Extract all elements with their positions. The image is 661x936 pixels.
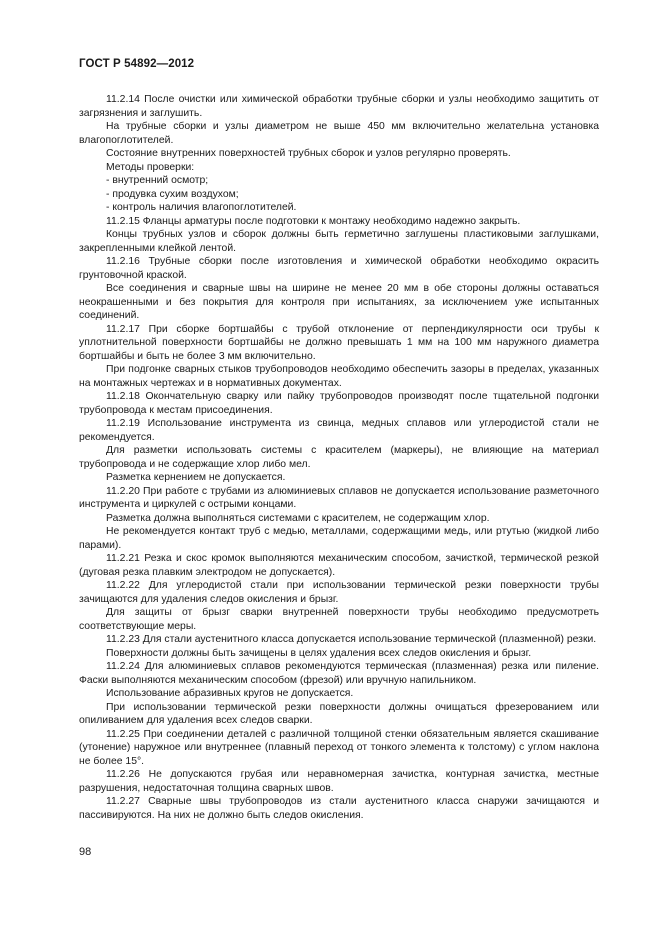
- paragraph: Концы трубных узлов и сборок должны быть герметично заглушены пластиковыми заглушками, закрепленными клейкой лентой.: [79, 229, 599, 254]
- paragraph: Состояние внутренних поверхностей трубных сборок и узлов регулярно проверять.: [106, 148, 511, 159]
- paragraph-11-2-16: 11.2.16 Трубные сборки после изготовления и химической обработки необходимо окрасить грунтовочной краской.: [79, 256, 599, 281]
- paragraph-11-2-15: 11.2.15 Фланцы арматуры после подготовки к монтажу необходимо надежно закрыть.: [106, 215, 521, 227]
- paragraph: Все соединения и сварные швы на ширине не менее 20 мм в обе стороны должны оставаться неокрашенными и без покрытия для контроля при испытаниях, за исключением уже испытанных соединений.: [79, 283, 599, 321]
- paragraph: Для защиты от брызг сварки внутренней поверхности трубы необходимо предусмотреть соответствующие меры.: [79, 607, 599, 632]
- paragraph-11-2-26: 11.2.26 Не допускаются грубая или неравномерная зачистка, контурная зачистка, местные разрушения, недостаточная толщина сварных швов.: [79, 769, 599, 794]
- paragraph-11-2-14: 11.2.14 После очистки или химической обработки трубные сборки и узлы необходимо защитить от загрязнения и заглушить.: [79, 94, 599, 119]
- list-item: - продувка сухим воздухом;: [106, 188, 239, 200]
- paragraph-11-2-17: 11.2.17 При сборке бортшайбы с трубой отклонение от перпендикулярности оси трубы к уплотнительной поверхности бортшайбы не должно превышать 1 мм на 100 мм наружного диаметра бортшайбы и быть не более 3 мм включительно.: [79, 323, 599, 362]
- paragraph: Поверхности должны быть зачищены в целях удаления всех следов окисления и брызг.: [106, 647, 532, 659]
- list-item: - контроль наличия влагопоглотителей.: [106, 202, 297, 213]
- document-header: ГОСТ Р 54892—2012: [79, 58, 195, 70]
- paragraph-11-2-27: 11.2.27 Сварные швы трубопроводов из стали аустенитного класса снаружи зачищаются и пассивируются. На них не должно быть следов окисления.: [79, 796, 599, 821]
- page-number: 98: [79, 846, 92, 858]
- paragraph-11-2-25: 11.2.25 При соединении деталей с различной толщиной стенки обязательным является скашивание (утонение) наружное или внутреннее (плавный переход от тонкого элемента к толстому) с углом наклона не более 15°.: [79, 728, 599, 767]
- paragraph: Разметка кернением не допускается.: [106, 472, 286, 483]
- list-item: - внутренний осмотр;: [106, 175, 209, 186]
- paragraph-11-2-18: 11.2.18 Окончательную сварку или пайку трубопроводов производят после тщательной подгонки трубопровода к местам присоединения.: [79, 391, 599, 416]
- paragraph-11-2-24: 11.2.24 Для алюминиевых сплавов рекомендуются термическая (плазменная) резка или пиление. Фаски выполняются механическим способом (фрезой) или вручную напильником.: [79, 661, 599, 686]
- paragraph-11-2-19: 11.2.19 Использование инструмента из свинца, медных сплавов или углеродистой стали не рекомендуется.: [79, 418, 599, 443]
- paragraph: На трубные сборки и узлы диаметром не выше 450 мм включительно желательна установка влагопоглотителей.: [79, 121, 599, 146]
- paragraph: Для разметки использовать системы с красителем (маркеры), не влияющие на материал трубопровода и не содержащие хлор либо мел.: [79, 445, 599, 470]
- paragraph: Методы проверки:: [106, 161, 195, 173]
- paragraph-11-2-21: 11.2.21 Резка и скос кромок выполняются механическим способом, зачисткой, термической резкой (дуговая резка плавким электродом не допускается).: [79, 553, 599, 578]
- paragraph-11-2-23: 11.2.23 Для стали аустенитного класса допускается использование термической (плазменной) резки.: [106, 634, 597, 645]
- paragraph: При подгонке сварных стыков трубопроводов необходимо обеспечить зазоры в пределах, указанных на монтажных чертежах и в нормативных документах.: [79, 364, 599, 389]
- paragraph: Разметка должна выполняться системами с красителем, не содержащим хлор.: [106, 512, 490, 524]
- document-body: [79, 93, 599, 822]
- paragraph-11-2-20: 11.2.20 При работе с трубами из алюминиевых сплавов не допускается использование разметочного инструмента и циркулей с острыми концами.: [79, 485, 599, 510]
- paragraph-11-2-22: 11.2.22 Для углеродистой стали при использовании термической резки поверхности трубы зачищаются для удаления следов окисления и брызг.: [79, 580, 599, 605]
- paragraph: Использование абразивных кругов не допускается.: [106, 688, 354, 699]
- paragraph: Не рекомендуется контакт труб с медью, металлами, содержащими медь, или ртутью (жидкой либо парами).: [79, 526, 599, 551]
- paragraph: При использовании термической резки поверхности должны очищаться фрезерованием или опиливанием для удаления всех следов сварки.: [79, 701, 599, 726]
